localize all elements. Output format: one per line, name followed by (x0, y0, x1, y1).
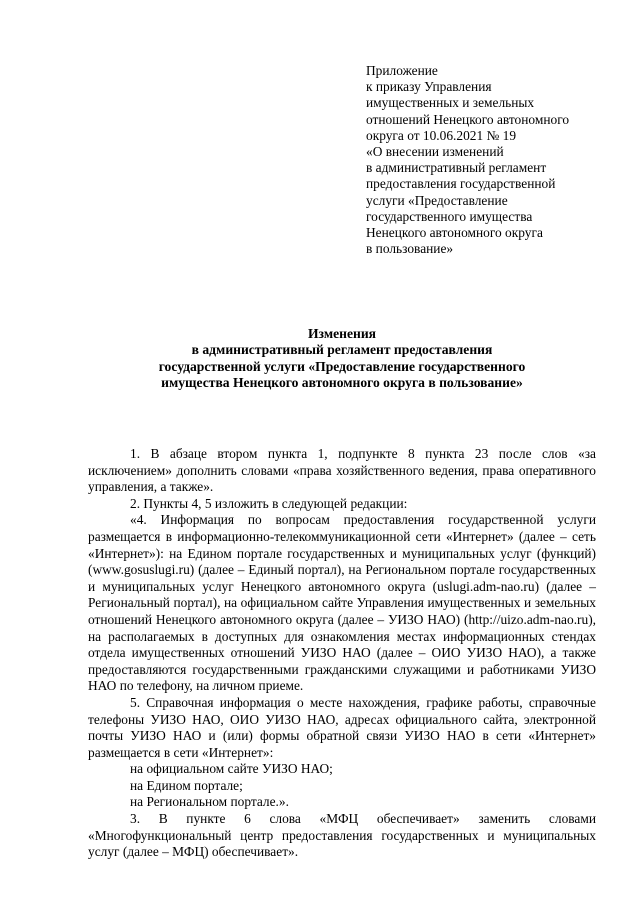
title-line: государственной услуги «Предоставление государственного (158, 358, 526, 374)
body-paragraph: 3. В пункте 6 слова «МФЦ обеспечивает» заменить словами «Многофункциональный центр предоставления государственных и муниципальных услуг (далее – МФЦ) обеспечивает». (88, 811, 596, 860)
appendix-line: округа от 10.06.2021 № 19 (366, 127, 517, 143)
appendix-line: услуги «Предоставление (366, 192, 508, 208)
body-paragraph: на официальном сайте УИЗО НАО; (130, 761, 333, 777)
appendix-line: отношений Ненецкого автономного (366, 111, 570, 127)
body-paragraph: «4. Информация по вопросам предоставления государственной услуги размещается в информационно-телекоммуникационной сети «Интернет» (далее – сеть «Интернет»): на Едином портале государственных и муниципальных услуг (функций) (www.gosuslugi.ru) (далее – Единый портал), на Региональном портале государственных и муниципальных услуг Ненецкого автономного округа (uslugi.adm-nao.ru) (далее – Региональный портал), на официальном сайте Управления имущественных и земельных отношений Ненецкого автономного округа (далее – УИЗО НАО) (http://uizo.adm-nao.ru), на располагаемых в доступных для ознакомления местах информационных стендах отдела имущественных отношений УИЗО НАО (далее – ОИО УИЗО НАО), а также предоставляются государственными гражданскими служащими и работниками УИЗО НАО по телефону, на личном приеме. (88, 512, 596, 694)
appendix-block (366, 63, 616, 257)
appendix-line: к приказу Управления (366, 79, 492, 95)
appendix-line: предоставления государственной (366, 176, 556, 192)
appendix-line: имущественных и земельных (366, 95, 535, 111)
appendix-line: в административный регламент (366, 160, 547, 176)
title-line: Изменения (307, 326, 377, 341)
appendix-line: «О внесении изменений (366, 144, 504, 160)
title-line: в административный регламент предоставления (191, 342, 493, 358)
appendix-line: Ненецкого автономного округа (366, 225, 543, 241)
appendix-line: государственного имущества (366, 208, 533, 224)
title-line: имущества Ненецкого автономного округа в пользование» (161, 375, 523, 391)
body-paragraph: 2. Пункты 4, 5 изложить в следующей редакции: (130, 495, 408, 511)
body-paragraph: на Региональном портале.». (130, 794, 289, 810)
appendix-line: в пользование» (366, 241, 454, 257)
body-paragraph: 5. Справочная информация о месте нахождения, графике работы, справочные телефоны УИЗО НАО, ОИО УИЗО НАО, адресах официального сайта, электронной почты УИЗО НАО и (или) формы обратной связи УИЗО НАО в сети «Интернет» размещается в сети «Интернет»: (88, 694, 596, 760)
document-body (88, 446, 596, 861)
body-paragraph: 1. В абзаце втором пункта 1, подпункте 8 пункта 23 после слов «за исключением» дополнить словами «права хозяйственного ведения, права оперативного управления, а также». (88, 446, 596, 495)
document-title (88, 326, 596, 392)
body-paragraph: на Едином портале; (130, 777, 243, 793)
appendix-line: Приложение (366, 63, 438, 78)
